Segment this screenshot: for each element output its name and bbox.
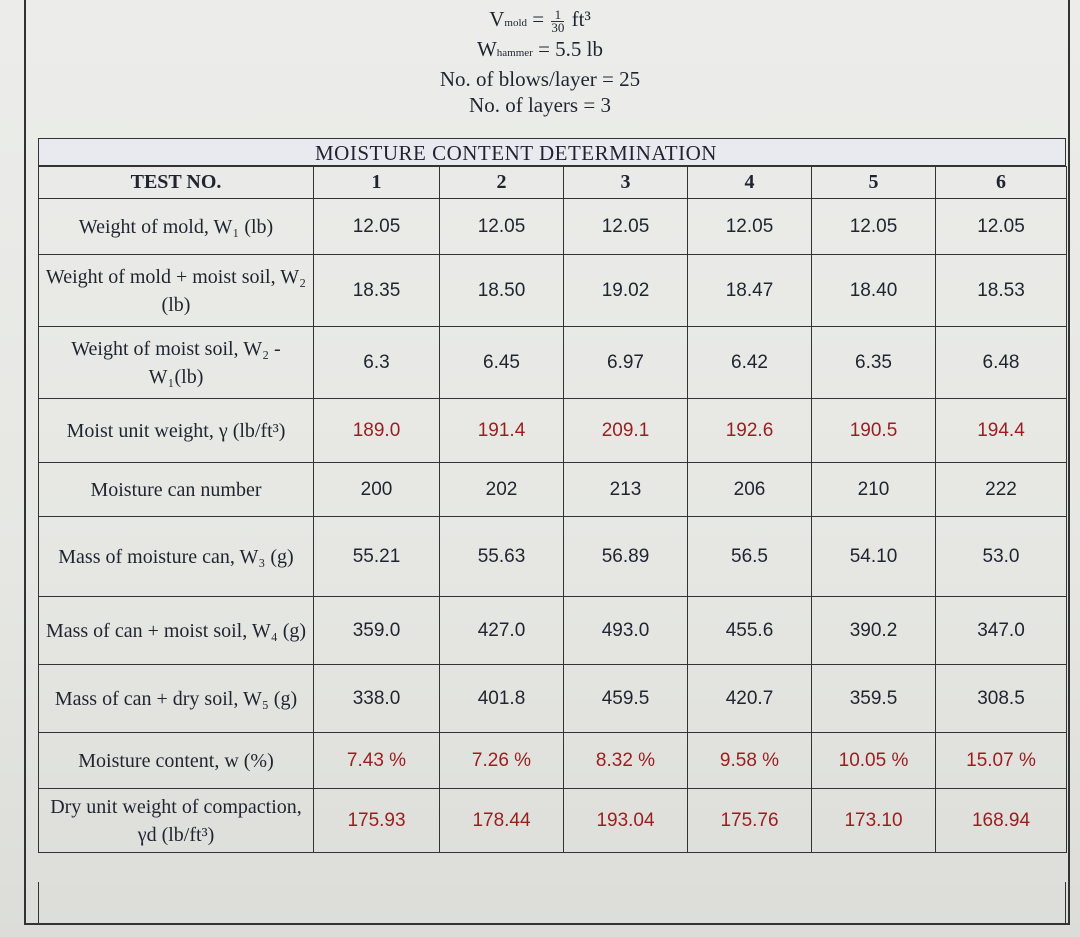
value-cell: 459.5 — [564, 665, 688, 733]
value-cell: 359.0 — [314, 597, 440, 665]
mold-volume-subscript: mold — [504, 17, 528, 29]
value-cell: 175.93 — [314, 789, 440, 853]
table-row — [39, 255, 1067, 327]
value-cell: 53.0 — [936, 517, 1067, 597]
value-cell: 194.4 — [936, 399, 1067, 463]
value-cell: 6.35 — [812, 327, 936, 399]
mold-volume: Vmold = $\frac{1}{30}$ ft³ — [489, 6, 591, 35]
test-parameters — [300, 6, 780, 118]
row-label: Mass of moisture can, W₃ (g) — [39, 517, 314, 597]
header-row — [39, 167, 1067, 199]
value-cell: 420.7 — [688, 665, 812, 733]
table-footer-space — [38, 882, 1066, 924]
value-cell: 10.05 % — [812, 733, 936, 789]
value-cell: 18.40 — [812, 255, 936, 327]
value-cell: 12.05 — [812, 199, 936, 255]
value-cell: 12.05 — [564, 199, 688, 255]
value-cell: 6.48 — [936, 327, 1067, 399]
test-number-cell: 5 — [812, 167, 936, 199]
value-cell: 12.05 — [936, 199, 1067, 255]
table-row — [39, 733, 1067, 789]
row-label: Moisture content, w (%) — [39, 733, 314, 789]
row-label: Mass of can + moist soil, W₄ (g) — [39, 597, 314, 665]
section-title-bar — [38, 138, 1066, 166]
table-row — [39, 789, 1067, 853]
table-row — [39, 517, 1067, 597]
value-cell: 210 — [812, 463, 936, 517]
value-cell: 401.8 — [440, 665, 564, 733]
value-cell: 56.5 — [688, 517, 812, 597]
compaction-data-table — [38, 166, 1067, 853]
value-cell: 12.05 — [688, 199, 812, 255]
value-cell: 12.05 — [314, 199, 440, 255]
value-cell: 6.97 — [564, 327, 688, 399]
number-of-layers: No. of layers = 3 — [469, 93, 611, 117]
value-cell: 202 — [440, 463, 564, 517]
blows-per-layer: No. of blows/layer = 25 — [439, 67, 641, 91]
value-cell: 6.45 — [440, 327, 564, 399]
value-cell: 190.5 — [812, 399, 936, 463]
value-cell: 193.04 — [564, 789, 688, 853]
row-label: Mass of can + dry soil, W₅ (g) — [39, 665, 314, 733]
value-cell: 191.4 — [440, 399, 564, 463]
table-row — [39, 327, 1067, 399]
row-label: Weight of mold + moist soil, W₂ (lb) — [39, 255, 314, 327]
value-cell: 19.02 — [564, 255, 688, 327]
value-cell: 15.07 % — [936, 733, 1067, 789]
value-cell: 18.47 — [688, 255, 812, 327]
value-cell: 359.5 — [812, 665, 936, 733]
value-cell: 222 — [936, 463, 1067, 517]
hammer-weight — [300, 36, 780, 66]
value-cell: 175.76 — [688, 789, 812, 853]
value-cell: 7.43 % — [314, 733, 440, 789]
row-label: Dry unit weight of compaction, γd (lb/ft³) — [39, 789, 314, 853]
test-number-cell: 2 — [440, 167, 564, 199]
value-cell: 6.3 — [314, 327, 440, 399]
value-cell: 200 — [314, 463, 440, 517]
mold-volume-unit: ft³ — [571, 7, 591, 31]
row-label: Weight of moist soil, W₂ - W₁(lb) — [39, 327, 314, 399]
mold-volume-fraction — [551, 6, 565, 35]
fraction-denominator: 30 — [551, 19, 565, 35]
value-cell: 9.58 % — [688, 733, 812, 789]
value-cell: 18.50 — [440, 255, 564, 327]
hammer-weight-subscript: hammer — [496, 47, 533, 59]
table-row — [39, 199, 1067, 255]
value-cell: 213 — [564, 463, 688, 517]
value-cell: 56.89 — [564, 517, 688, 597]
value-cell: 189.0 — [314, 399, 440, 463]
value-cell: 308.5 — [936, 665, 1067, 733]
hammer-weight-symbol: W — [476, 37, 497, 61]
value-cell: 427.0 — [440, 597, 564, 665]
value-cell: 8.32 % — [564, 733, 688, 789]
value-cell: 18.35 — [314, 255, 440, 327]
value-cell: 338.0 — [314, 665, 440, 733]
row-label: Weight of mold, W₁ (lb) — [39, 199, 314, 255]
hammer-weight-value: = 5.5 lb — [538, 37, 604, 61]
value-cell: 493.0 — [564, 597, 688, 665]
value-cell: 18.53 — [936, 255, 1067, 327]
table-row — [39, 665, 1067, 733]
table-row — [39, 463, 1067, 517]
table-row — [39, 597, 1067, 665]
value-cell: 12.05 — [440, 199, 564, 255]
value-cell: 178.44 — [440, 789, 564, 853]
value-cell: 173.10 — [812, 789, 936, 853]
value-cell: 206 — [688, 463, 812, 517]
header-label: TEST NO. — [39, 167, 314, 199]
value-cell: 55.21 — [314, 517, 440, 597]
value-cell: 7.26 % — [440, 733, 564, 789]
test-number-cell: 1 — [314, 167, 440, 199]
test-number-cell: 3 — [564, 167, 688, 199]
row-label: Moisture can number — [39, 463, 314, 517]
value-cell: 192.6 — [688, 399, 812, 463]
test-number-cell: 4 — [688, 167, 812, 199]
row-label: Moist unit weight, γ (lb/ft³) — [39, 399, 314, 463]
mold-volume-symbol: V — [489, 7, 505, 31]
value-cell: 209.1 — [564, 399, 688, 463]
value-cell: 6.42 — [688, 327, 812, 399]
value-cell: 390.2 — [812, 597, 936, 665]
test-number-cell: 6 — [936, 167, 1067, 199]
value-cell: 55.63 — [440, 517, 564, 597]
section-title: MOISTURE CONTENT DETERMINATION — [315, 141, 717, 165]
value-cell: 54.10 — [812, 517, 936, 597]
value-cell: 168.94 — [936, 789, 1067, 853]
table-row — [39, 399, 1067, 463]
fraction-numerator: 1 — [551, 9, 564, 22]
value-cell: 455.6 — [688, 597, 812, 665]
value-cell: 347.0 — [936, 597, 1067, 665]
